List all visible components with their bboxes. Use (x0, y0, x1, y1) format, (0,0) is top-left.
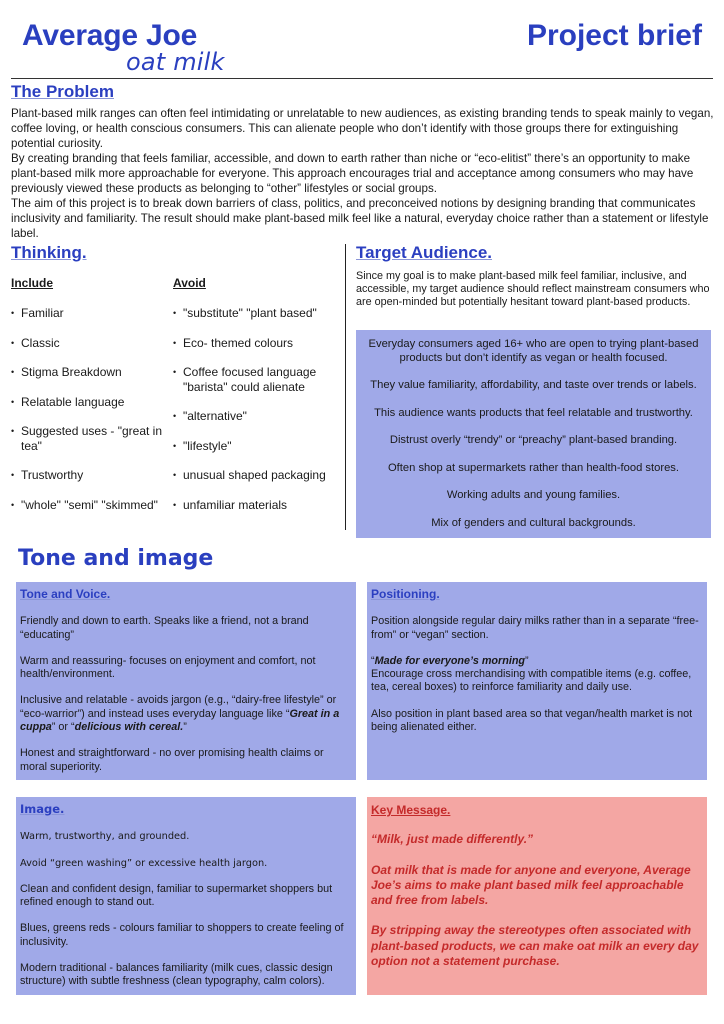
tagline: Made for everyone’s morning (374, 654, 526, 667)
list-item: • Relatable language (11, 395, 171, 410)
example-phrase: delicious with cereal. (74, 721, 184, 734)
problem-paragraph: By creating branding that feels familiar, accessible, and down to earth rather than niche or “eco-elitist” there’s an opportunity to make plant-based milk more approachable for everyone. This approach encourages trial and acceptance among consumers who may have previously viewed these products as belonging to “other” lifestyles or social groups. (11, 152, 694, 195)
positioning-card (367, 582, 707, 780)
list-item: • Familiar (11, 306, 171, 321)
card-paragraph: Also position in plant based area so that vegan/health market is not being alienated either. (371, 707, 693, 734)
card-title: Key Message. (371, 803, 451, 817)
key-message-quote: “Milk, just made differently.” (371, 832, 534, 847)
audience-point: Often shop at supermarkets rather than health-food stores. (387, 461, 680, 474)
problem-body (11, 106, 717, 241)
list-item: • unfamiliar materials (173, 498, 343, 513)
card-paragraph: Honest and straightforward - no over promising health claims or moral superiority. (20, 747, 324, 773)
card-paragraph: Clean and confident design, familiar to supermarket shoppers but refined enough to stand out. (20, 882, 333, 909)
key-message-card (367, 797, 707, 995)
list-item: • "alternative" (173, 409, 343, 424)
card-paragraph: Friendly and down to earth. Speaks like a friend, not a brand “educating” (20, 615, 309, 641)
include-heading: Include (11, 276, 54, 290)
list-item: • Classic (11, 336, 171, 351)
target-audience-heading: Target Audience. (356, 243, 493, 262)
tone-image-heading: Tone and image (18, 546, 214, 571)
list-item: • "substitute" "plant based" (173, 306, 343, 321)
audience-point: They value familiarity, affordability, and taste over trends or labels. (370, 379, 697, 391)
include-list (11, 306, 171, 512)
list-item: • Suggested uses - "great in tea" (11, 424, 171, 453)
card-paragraph: Avoid “green washing” or excessive health jargon. (20, 857, 268, 869)
list-item: • Coffee focused language "barista" could alienate (173, 365, 343, 394)
target-audience-box (356, 330, 711, 538)
card-paragraph: Oat milk that is made for anyone and everyone, Average Joe’s aims to make plant based milk feel approachable and free from labels. (371, 862, 691, 908)
list-item: • Eco- themed colours (173, 336, 343, 351)
target-audience-intro: Since my goal is to make plant-based milk feel familiar, inclusive, and accessible, my target audience should reflect mainstream consumers who are open-minded but potentially hesitant toward plant-based products. (356, 270, 710, 309)
avoid-list (173, 306, 343, 512)
avoid-heading: Avoid (173, 276, 206, 290)
card-paragraph: Blues, greens reds - colours familiar to shoppers to create feeling of inclusivity. (20, 922, 344, 948)
audience-point: Mix of genders and cultural backgrounds. (431, 516, 636, 529)
list-item: • Stigma Breakdown (11, 365, 171, 380)
card-paragraph: Position alongside regular dairy milks rather than in a separate “free-from” or “vegan” section. (371, 615, 699, 641)
brand-title: Average Joe (22, 19, 198, 52)
list-item: • "whole" "semi" "skimmed" (11, 498, 171, 513)
column-divider (345, 244, 346, 530)
tone-voice-card (16, 582, 356, 780)
card-title: Tone and Voice. (20, 587, 111, 601)
problem-paragraph: Plant-based milk ranges can often feel intimidating or unrelatable to new audiences, as existing branding tends to speak mainly to vegan, coffee loving, or health conscious consumers. This can alienate people who don’t identify with those groups there for extinguishing potential curiosity. (11, 107, 714, 150)
document-title: Project brief (526, 19, 702, 52)
list-item: • "lifestyle" (173, 439, 343, 454)
card-title: Positioning. (371, 587, 440, 601)
audience-point: Everyday consumers aged 16+ who are open to trying plant-based products but don’t identify as vegan or health focused. (368, 338, 699, 364)
problem-paragraph: The aim of this project is to break down barriers of class, politics, and preconceived notions by designing branding that communicates inclusivity and familiarity. The result should make plant-based milk feel like a natural, everyday choice rather than a statement or lifestyle label. (11, 197, 709, 240)
card-title: Image. (20, 802, 65, 816)
card-paragraph: Inclusive and relatable - avoids jargon (e.g., “dairy-free lifestyle” or “eco-warrior”) and instead uses everyday language like “Great in a cuppa” or “delicious with cereal.” (20, 694, 340, 734)
card-paragraph: Warm and reassuring- focuses on enjoyment and comfort, not health/environment. (20, 654, 316, 681)
list-item: • Trustworthy (11, 468, 171, 483)
audience-point: Working adults and young families. (446, 489, 621, 501)
card-paragraph: “Made for everyone’s morning” Encourage cross merchandising with compatible items (e.g. coffee, tea, cereal boxes) to reinforce familiarity and daily use. (371, 654, 692, 694)
problem-heading: The Problem (11, 82, 114, 101)
thinking-heading: Thinking. (11, 243, 87, 262)
brand-subtitle: oat milk (126, 48, 225, 76)
audience-point: This audience wants products that feel relatable and trustworthy. (374, 406, 693, 419)
audience-point: Distrust overly “trendy” or “preachy” plant-based branding. (389, 434, 678, 446)
list-item: • unusual shaped packaging (173, 468, 343, 483)
example-phrase: Great in a cuppa (20, 707, 340, 734)
image-card (16, 797, 356, 995)
header-divider (11, 78, 713, 79)
card-paragraph: By stripping away the stereotypes often associated with plant-based products, we can make oat milk an every day option not a statement purchase. (371, 923, 699, 969)
card-paragraph: Modern traditional - balances familiarity (milk cues, classic design structure) with subtle freshness (clean typography, calm colors). (20, 962, 333, 988)
card-paragraph: Warm, trustworthy, and grounded. (20, 831, 190, 843)
